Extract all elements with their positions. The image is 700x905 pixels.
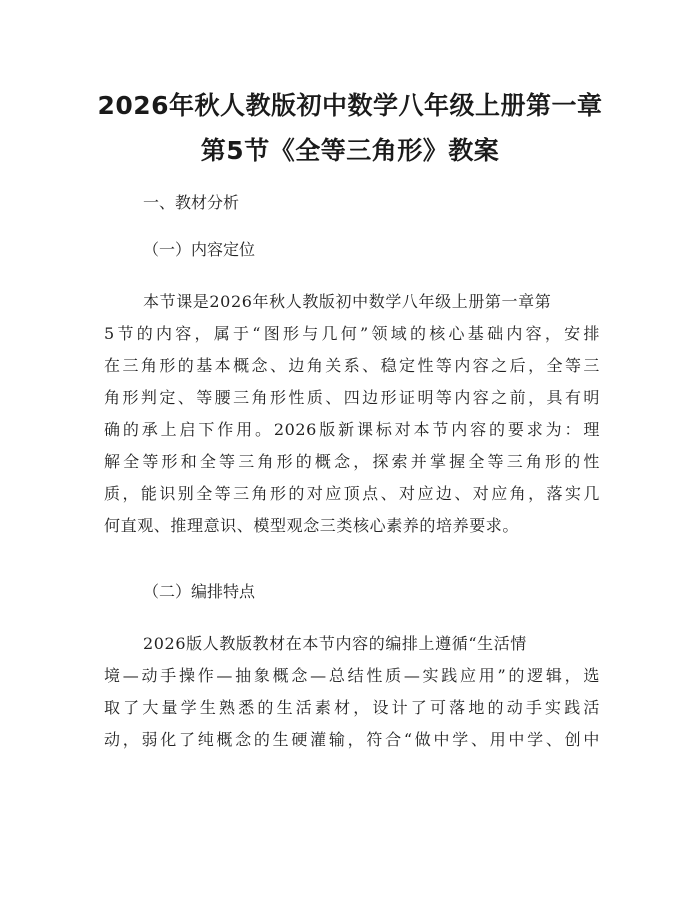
paragraph-arrangement-features: [104, 628, 600, 756]
subsection-heading-content-positioning: （一）内容定位: [143, 240, 256, 259]
document-title-line-1: 2026年秋人教版初中数学八年级上册第一章: [97, 91, 603, 120]
paragraph-content-positioning: [104, 286, 600, 542]
paragraph-line: 动，弱化了纯概念的生硬灌输，符合“做中学、用中学、创中: [104, 730, 600, 749]
paragraph-line: 境—动手操作—抽象概念—总结性质—实践应用”的逻辑，选: [104, 666, 600, 685]
subsection-heading-arrangement-features: （二）编排特点: [143, 582, 256, 601]
paragraph-line: 在三角形的基本概念、边角关系、稳定性等内容之后，全等三: [104, 356, 600, 375]
document-title-line-2: 第5节《全等三角形》教案: [200, 136, 500, 165]
paragraph-line: 本节课是2026年秋人教版初中数学八年级上册第一章第: [143, 292, 552, 311]
paragraph-line: 5节的内容，属于“图形与几何”领域的核心基础内容，安排: [104, 324, 600, 343]
paragraph-line: 2026版人教版教材在本节内容的编排上遵循“生活情: [143, 634, 527, 653]
paragraph-line: 取了大量学生熟悉的生活素材，设计了可落地的动手实践活: [104, 698, 600, 717]
paragraph-line: 何直观、推理意识、模型观念三类核心素养的培养要求。: [104, 516, 520, 535]
paragraph-line: 质，能识别全等三角形的对应顶点、对应边、对应角，落实几: [104, 484, 600, 503]
section-heading-textbook-analysis: 一、教材分析: [143, 193, 240, 212]
paragraph-line: 确的承上启下作用。2026版新课标对本节内容的要求为：理: [104, 420, 600, 439]
paragraph-line: 解全等形和全等三角形的概念，探索并掌握全等三角形的性: [104, 452, 600, 471]
paragraph-line: 角形判定、等腰三角形性质、四边形证明等内容之前，具有明: [104, 388, 600, 407]
